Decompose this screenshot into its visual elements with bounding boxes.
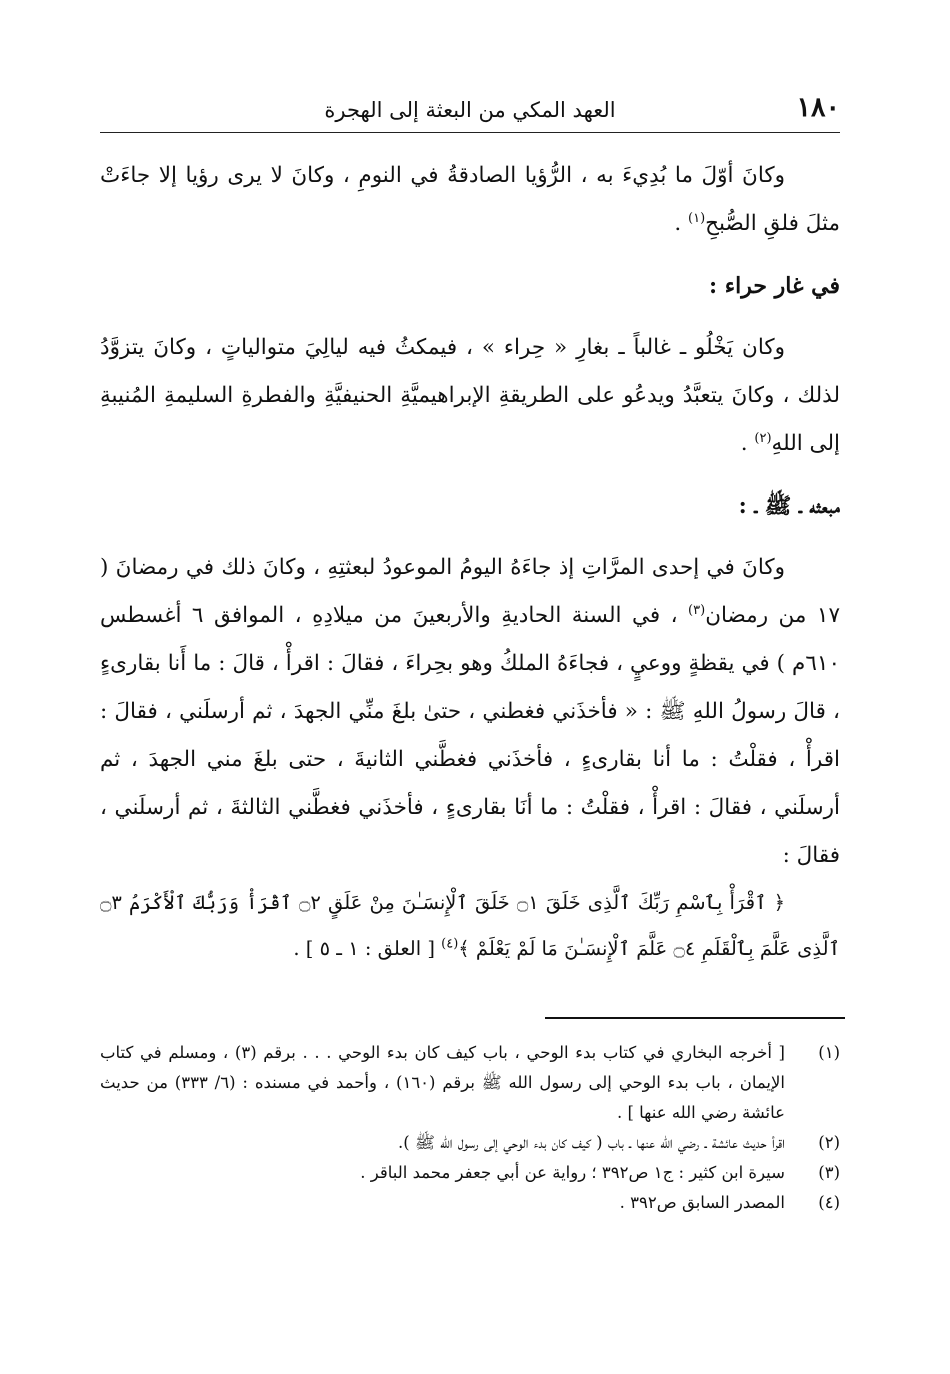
footnote-number: (١): [818, 1043, 840, 1062]
footnote-ref: (٣): [688, 602, 706, 618]
paragraph-text: وكانَ أوّلَ ما بُدِيءَ به ، الرُّؤيا الصادقةُ في النومِ ، وكانَ لا يرى رؤيا إلا جاءَتْ مثلَ فلقِ الصُّبحِ: [100, 163, 840, 236]
paragraph-end: .: [740, 431, 755, 456]
page-number: ١٨٠: [796, 92, 840, 123]
section-heading-hira: في غار حراء :: [709, 273, 840, 299]
footnote-ref: (٤): [441, 936, 459, 952]
footnote-separator: [545, 1017, 845, 1019]
footnote-ref: (٢): [754, 430, 772, 446]
running-title: العهد المكي من البعثة إلى الهجرة: [324, 98, 616, 122]
footnote: [100, 1128, 840, 1158]
paragraph-text: وكان يَخْلُو ـ غالباً ـ بغارِ « حِراء » ، فيمكثُ فيه ليالِيَ متوالياتٍ ، وكانَ يتزوَّدُ لذلك ، وكانَ يتعبَّدُ ويدعُو على الطريقةِ الإبراهيميَّةِ الحنيفيَّةِ والفطرةِ السليمةِ المُنيبةِ إلى اللهِ: [100, 335, 840, 456]
quran-reference: [ العلق : ١ ـ ٥ ] .: [293, 937, 442, 960]
paragraph-mabath: [100, 544, 840, 880]
quran-verses: [100, 880, 840, 972]
main-text: [100, 152, 840, 972]
footnote-number: (٢): [818, 1133, 840, 1152]
page-header: [100, 88, 840, 133]
paragraph-end: .: [674, 211, 689, 236]
footnote-ref: (١): [688, 210, 706, 226]
footnote-text: اقرأ حديث عائشة ـ رضي الله عنها ـ باب ( كيف كان بدء الوحي إلى رسول الله ﷺ ).: [398, 1133, 785, 1152]
footnote-text: المصدر السابق ص٣٩٢ .: [619, 1193, 785, 1212]
paragraph-text-cont: ، في السنة الحاديةِ والأربعينَ من ميلادِهِ ، الموافق ٦ أغسطس ٦١٠م ) في يقظةٍ ووعيٍ ، فجاءَهُ الملكُ وهو بحِراءَ ، فقالَ : اقرأْ ، قالَ : ما أَنا بقارىءٍ ، قالَ رسولُ اللهِ ﷺ : « فأخذَني فغطني ، حتىٰ بلغَ منِّي الجهدَ ، ثم أرسلَني ، فقالَ : اقرأْ ، فقلْتُ : ما أنا بقارىءٍ ، فأخذَني فغطَّني الثانيةَ ، حتى بلغَ مني الجهدَ ، ثم أرسلَني ، فقالَ : اقرأْ ، فقلْتُ : ما أنَا بقارىءٍ ، فأخذَني فغطَّني الثالثةَ ، ثم أرسلَني ، فقالَ :: [100, 603, 840, 868]
paragraph-text: وكانَ في إحدى المرَّاتِ إذ جاءَهُ اليومُ الموعودُ لبعثتِهِ ، وكانَ ذلك في رمضانَ ( ١٧ من رمضان: [100, 555, 841, 628]
footnote-number: (٣): [818, 1163, 840, 1182]
section-heading-mabath: مبعثه ـ ﷺ ـ :: [738, 493, 840, 519]
quran-text: ﴿ ٱقْرَأْ بِٱسْمِ رَبِّكَ ٱلَّذِى خَلَقَ ۝١ خَلَقَ ٱلْإِنسَـٰنَ مِنْ عَلَقٍ ۝٢ ٱقْرَأْ وَرَبُّكَ ٱلْأَكْرَمُ ۝٣ ٱلَّذِى عَلَّمَ بِٱلْقَلَمِ ۝٤ عَلَّمَ ٱلْإِنسَـٰنَ مَا لَمْ يَعْلَمْ ﴾: [100, 891, 840, 960]
footnote: [100, 1038, 840, 1128]
paragraph-first-revelation: [100, 152, 840, 248]
footnotes: [100, 1038, 840, 1218]
paragraph-hira: [100, 324, 840, 468]
footnote-text: [ أخرجه البخاري في كتاب بدء الوحي ، باب كيف كان بدء الوحي . . . برقم (٣) ، ومسلم في كتاب الإيمان ، باب بدء الوحي إلى رسول الله ﷺ برقم (١٦٠) ، وأحمد في مسنده : (٦/ ٣٣٣) من حديث عائشة رضي الله عنها ] .: [100, 1043, 785, 1122]
footnote: [100, 1188, 840, 1218]
footnote-text: سيرة ابن كثير : ج١ ص٣٩٢ ؛ رواية عن أبي جعفر محمد الباقر .: [360, 1163, 785, 1182]
footnote-number: (٤): [818, 1193, 840, 1212]
footnote: [100, 1158, 840, 1188]
